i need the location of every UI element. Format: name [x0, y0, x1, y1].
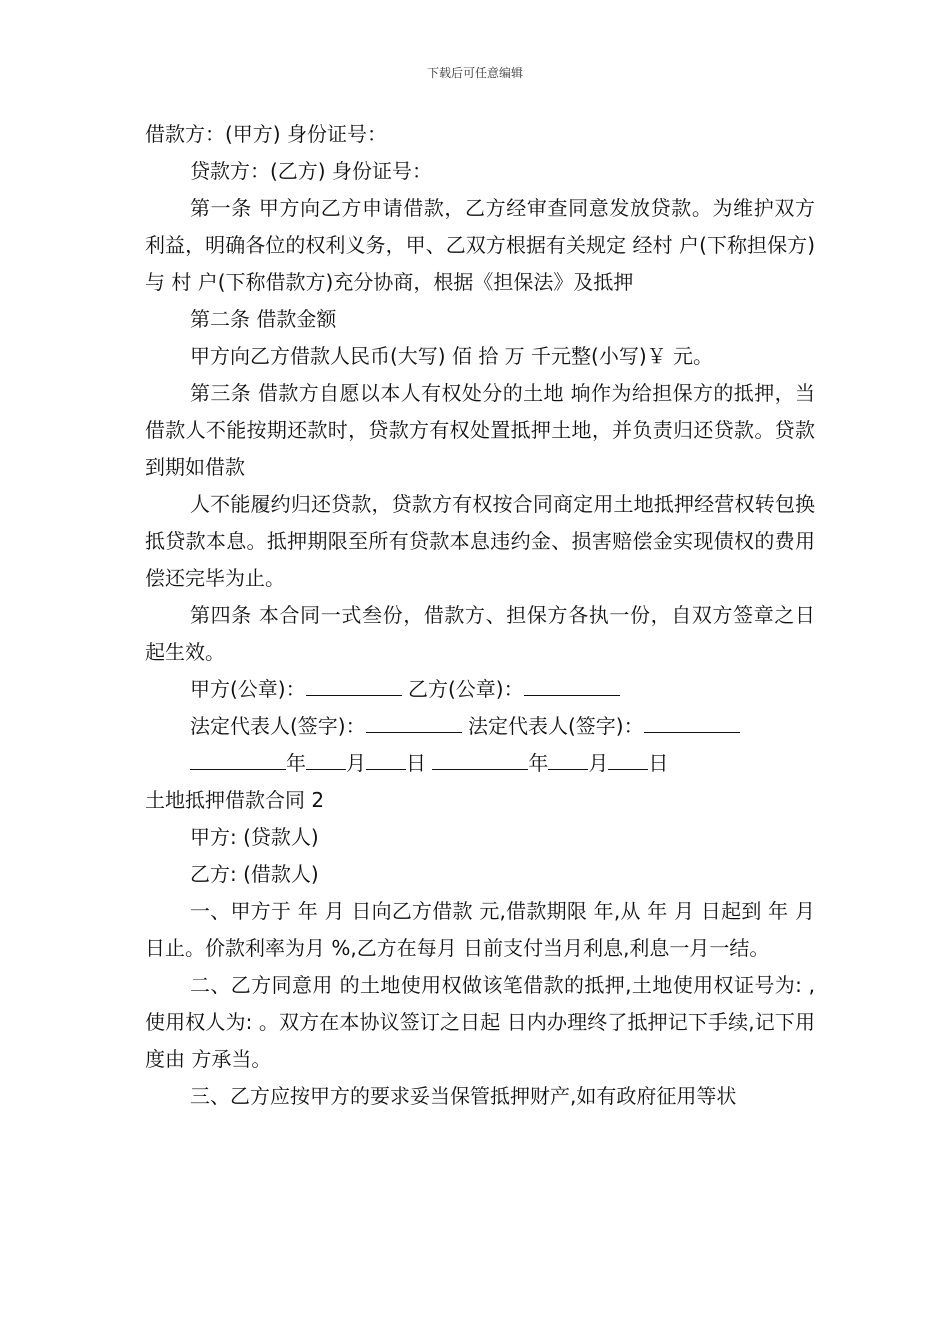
- date-a-day-blank[interactable]: [366, 747, 406, 770]
- article-3: 第三条 借款方自愿以本人有权处分的土地 垧作为给担保方的抵押，当借款人不能按期还款时，贷款方有权处置抵押土地，并负责归还贷款。贷款到期如借款: [145, 381, 815, 479]
- section-2-party-b: 乙方: (借款人): [190, 862, 319, 886]
- date-row: [145, 745, 815, 782]
- date-b-day-blank[interactable]: [608, 747, 648, 770]
- article-1: 第一条 甲方向乙方申请借款，乙方经审查同意发放贷款。为维护双方利益，明确各位的权利义务，甲、乙双方根据有关规定 经村 户(下称担保方)与 村 户(下称借款方)充分协商，根据《担保法》及抵押: [145, 196, 815, 294]
- page-header: 下载后可任意编辑: [426, 66, 523, 80]
- party-b-seal-blank[interactable]: [524, 673, 620, 696]
- section-2-clause-3: 三、乙方应按甲方的要求妥当保管抵押财产,如有政府征用等状: [190, 1084, 737, 1108]
- seal-row: [145, 671, 815, 708]
- document-body: [145, 116, 815, 1115]
- party-a-seal-label: 甲方(公章)：: [190, 677, 306, 701]
- date-a-year-blank[interactable]: [190, 747, 286, 770]
- borrower-line: 借款方：(甲方) 身份证号：: [145, 122, 387, 146]
- article-2-amount: 甲方向乙方借款人民币(大写) 佰 拾 万 千元整(小写)￥ 元。: [190, 344, 713, 368]
- date-b-year: 年: [528, 751, 549, 775]
- article-4: 第四条 本合同一式叁份，借款方、担保方各执一份，自双方签章之日起生效。: [145, 603, 815, 664]
- representative-row: [145, 708, 815, 745]
- section-2-party-a: 甲方: (贷款人): [190, 825, 319, 849]
- rep-a-label: 法定代表人(签字)：: [190, 714, 366, 738]
- date-b-year-blank[interactable]: [432, 747, 528, 770]
- date-b-month-blank[interactable]: [548, 747, 588, 770]
- rep-b-blank[interactable]: [644, 710, 740, 733]
- date-b-month: 月: [588, 751, 609, 775]
- section-2-title: 土地抵押借款合同 2: [145, 788, 325, 812]
- article-2-title: 第二条 借款金额: [190, 307, 337, 331]
- party-b-seal-label: 乙方(公章)：: [407, 677, 524, 701]
- date-a-day: 日: [406, 751, 426, 775]
- date-a-month: 月: [346, 751, 366, 775]
- lender-line: 贷款方：(乙方) 身份证号：: [190, 159, 432, 183]
- date-a-month-blank[interactable]: [306, 747, 346, 770]
- date-b-day: 日: [648, 751, 669, 775]
- party-a-seal-blank[interactable]: [306, 673, 402, 696]
- article-3-cont: 人不能履约归还贷款，贷款方有权按合同商定用土地抵押经营权转包换抵贷款本息。抵押期限至所有贷款本息违约金、损害赔偿金实现债权的费用偿还完毕为止。: [145, 492, 815, 590]
- section-2-clause-2: 二、乙方同意用 的土地使用权做该笔借款的抵押,土地使用权证号为: ,使用权人为: 。双方在本协议签订之日起 日内办理终了抵押记下手续,记下用度由 方承当。: [145, 973, 815, 1071]
- date-a-year: 年: [286, 751, 306, 775]
- rep-a-blank[interactable]: [366, 710, 462, 733]
- rep-b-label: 法定代表人(签字)：: [467, 714, 644, 738]
- section-2-clause-1: 一、甲方于 年 月 日向乙方借款 元,借款期限 年,从 年 月 日起到 年 月 日止。价款利率为月 %,乙方在每月 日前支付当月利息,利息一月一结。: [145, 899, 815, 960]
